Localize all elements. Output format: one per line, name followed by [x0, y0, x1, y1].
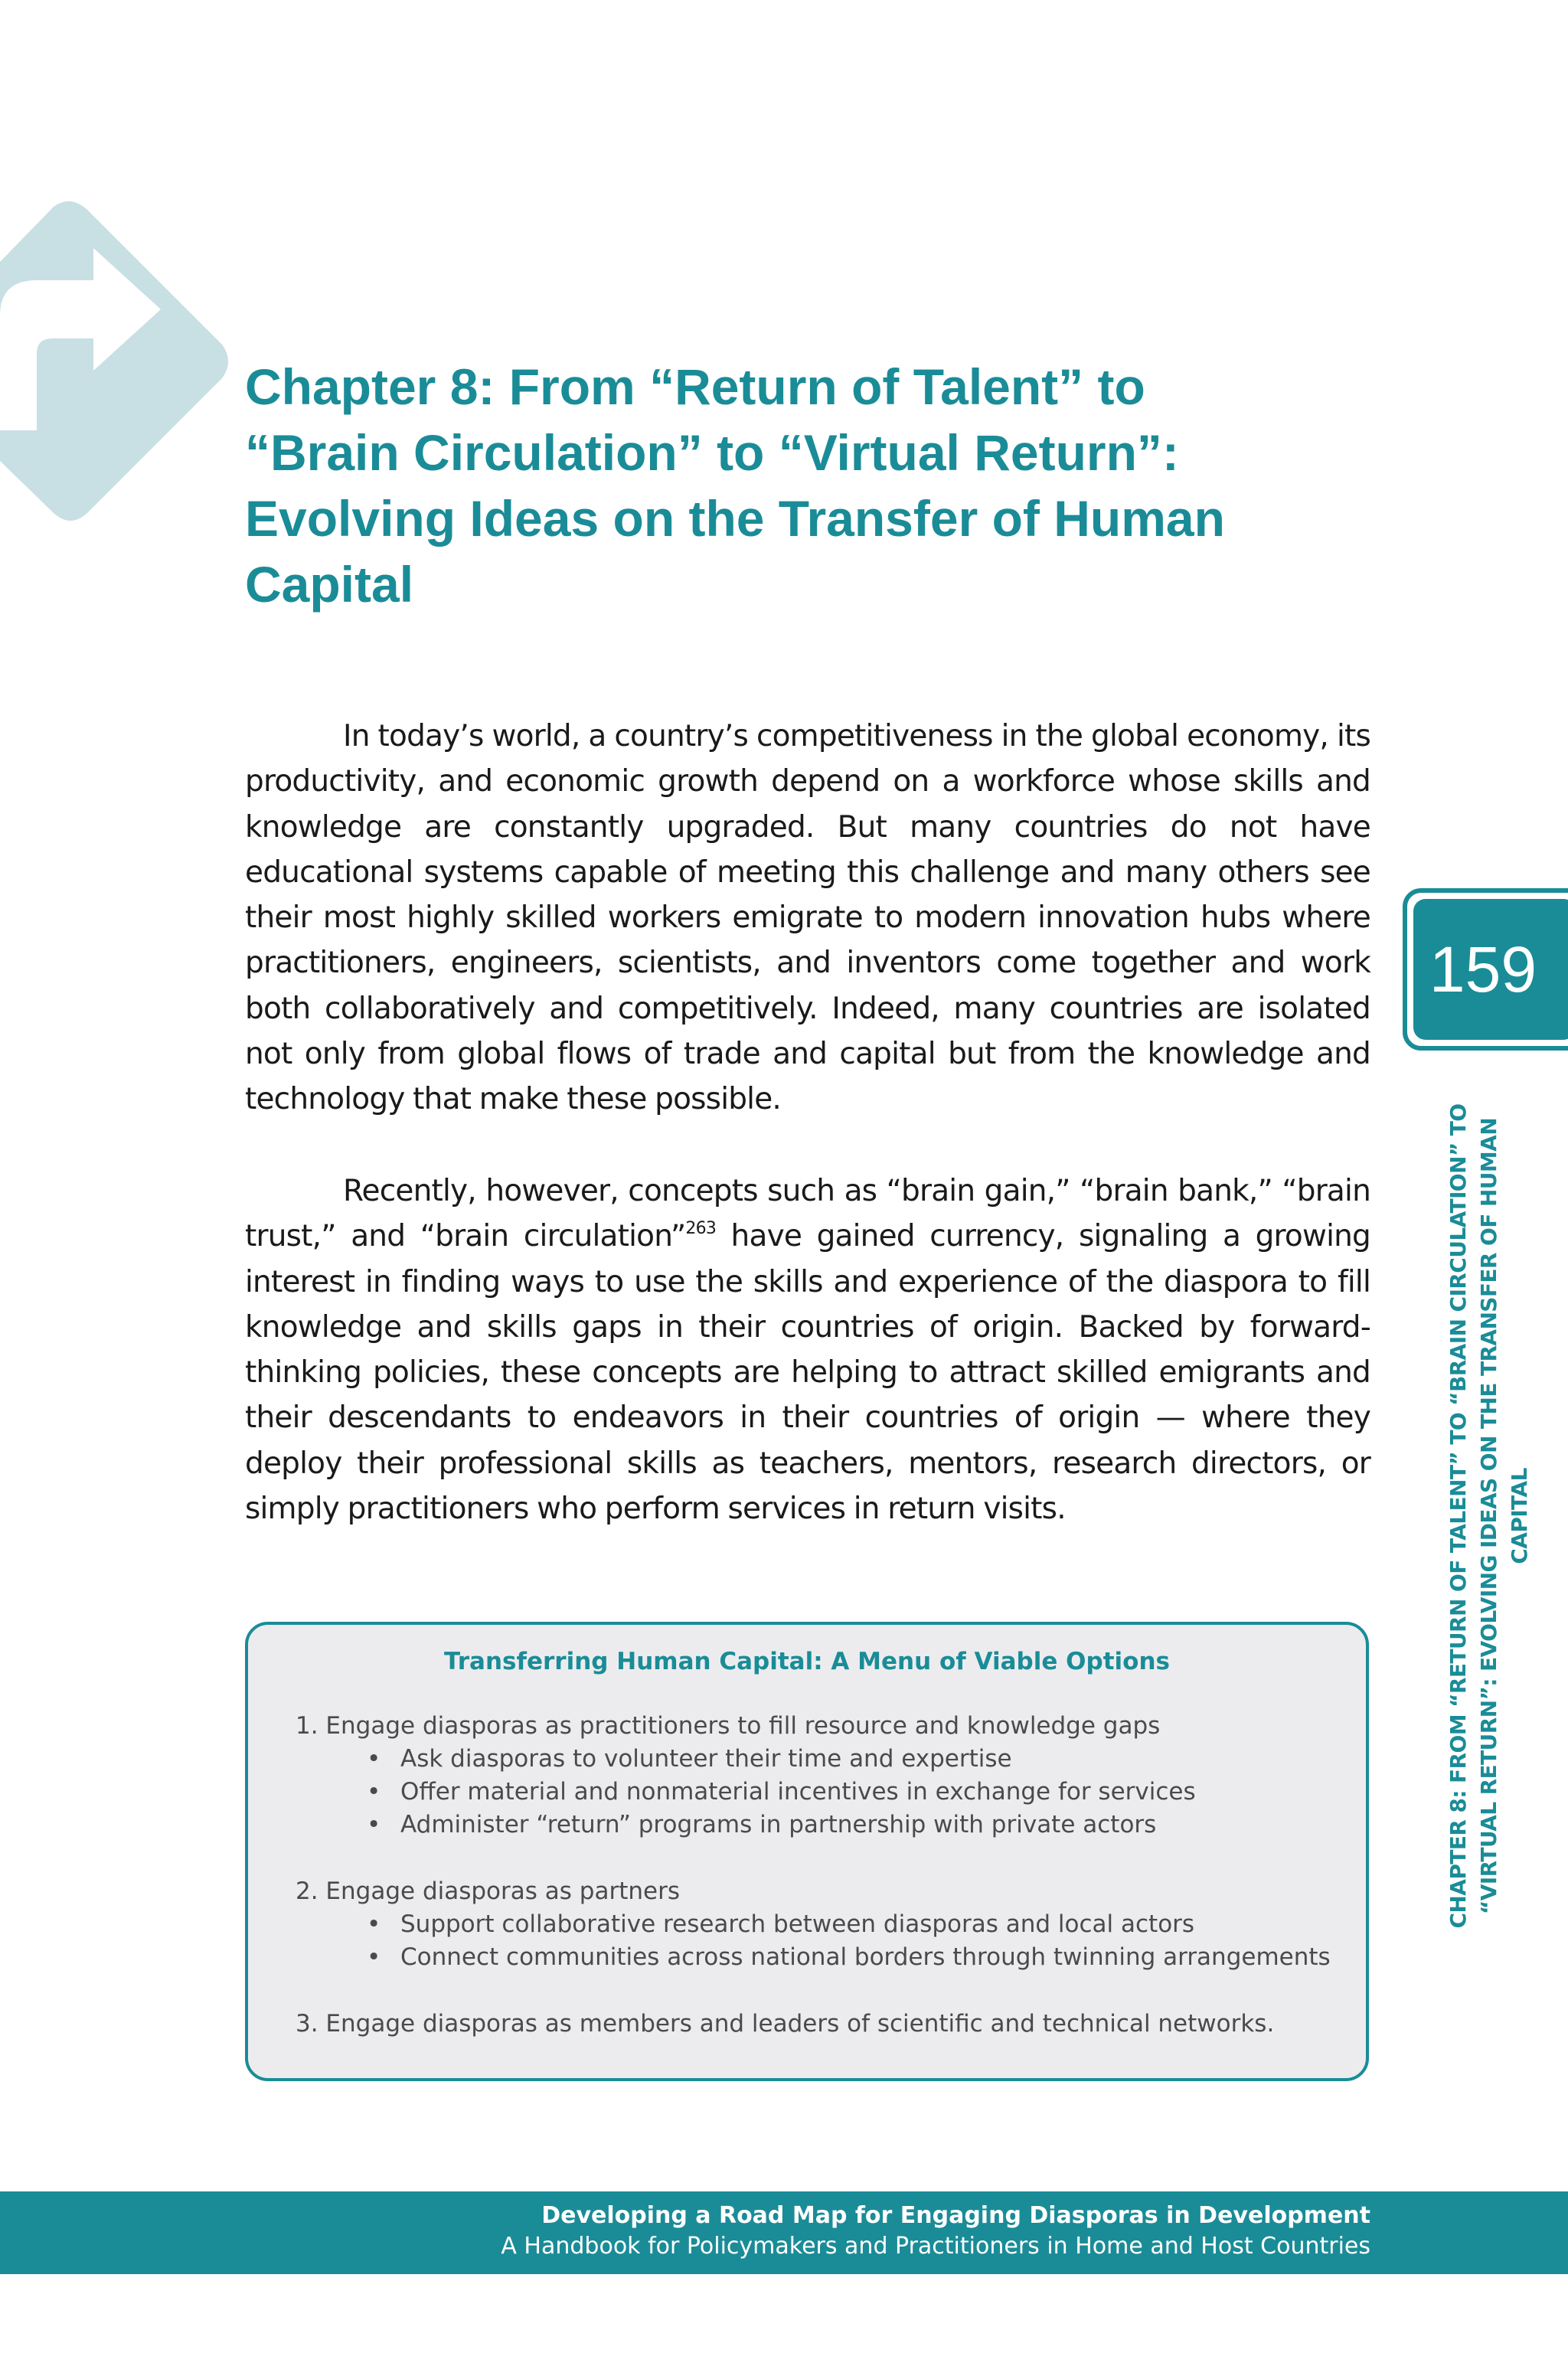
running-head — [1397, 1072, 1568, 1960]
menu-item-2: 2. Engage diasporas as partners — [296, 1877, 680, 1905]
footer-bar — [0, 2191, 1568, 2274]
bullet-icon: • — [367, 1811, 381, 1838]
bullet-text: Ask diasporas to volunteer their time and expertise — [400, 1745, 1012, 1773]
chapter-title-line: Chapter 8: From “Return of Talent” to — [245, 358, 1145, 415]
page-number: 159 — [1413, 899, 1568, 1040]
turn-right-arrow-sign-icon — [0, 201, 230, 522]
body-paragraph-1: In today’s world, a country’s competitiveness in the global economy, its productivity, and economic growth depend on a workforce whose skills and knowledge are constantly upgraded. But many countries do not have educational systems capable of meeting this challenge and many others see their most highly skilled workers emigrate to modern innovation hubs where practitioners, engineers, scientists, and inventors come together and work both collaboratively and competitively. Indeed, many countries are isolated not only from global flows of trade and capital but from the knowledge and technology that make these possible. — [245, 719, 1370, 1117]
bullet-icon: • — [367, 1778, 381, 1806]
menu-bullet — [367, 1910, 1194, 1938]
running-head-line: CHAPTER 8: FROM “RETURN OF TALENT” TO “BRAIN CIRCULATION” TO — [1446, 1103, 1471, 1929]
body-paragraph-2 — [245, 1168, 1370, 1531]
chapter-title — [245, 354, 1355, 617]
bullet-text: Administer “return” programs in partnership with private actors — [400, 1811, 1157, 1838]
menu-item-3: 3. Engage diasporas as members and leaders of scientific and technical networks. — [296, 2010, 1275, 2038]
bullet-icon: • — [367, 1943, 381, 1971]
paragraph-text: have gained currency, signaling a growing interest in finding ways to use the skills and experience of the diaspora to fill knowledge and skills gaps in their countries of origin. Backed by forward-thinking policies, these concepts are helping to attract skilled emigrants and their descendants to endeavors in their countries of origin — where they deploy their professional skills as teachers, mentors, research directors, or simply practitioners who perform services in return visits. — [245, 1219, 1370, 1527]
chapter-title-line: Capital — [245, 556, 414, 613]
chapter-title-line: Evolving Ideas on the Transfer of Human — [245, 490, 1225, 547]
menu-bullet — [367, 1745, 1012, 1773]
bullet-text: Support collaborative research between diasporas and local actors — [400, 1910, 1195, 1938]
footnote-reference[interactable]: 263 — [685, 1219, 717, 1239]
menu-bullet — [367, 1811, 1156, 1838]
bullet-text: Offer material and nonmaterial incentives in exchange for services — [400, 1778, 1196, 1806]
menu-bullet — [367, 1778, 1196, 1806]
paragraph-text: Recently, however, concepts such as “brain gain,” “brain bank,” “brain trust,” and “brain circulation” — [245, 1174, 1370, 1254]
bullet-text: Connect communities across national borders through twinning arrangements — [400, 1943, 1331, 1971]
footer-subtitle: A Handbook for Policymakers and Practitioners in Home and Host Countries — [501, 2233, 1370, 2260]
menu-box-title: Transferring Human Capital: A Menu of Viable Options — [444, 1648, 1170, 1675]
menu-item-1: 1. Engage diasporas as practitioners to fill resource and knowledge gaps — [296, 1712, 1161, 1740]
footer-title: Developing a Road Map for Engaging Diasporas in Development — [541, 2202, 1370, 2229]
running-head-line: “VIRTUAL RETURN”: EVOLVING IDEAS ON THE TRANSFER OF HUMAN CAPITAL — [1476, 1117, 1532, 1915]
options-menu-box — [245, 1622, 1369, 2081]
chapter-title-line: “Brain Circulation” to “Virtual Return”: — [245, 424, 1179, 481]
menu-bullet — [367, 1943, 1331, 1971]
bullet-icon: • — [367, 1910, 381, 1938]
page-number-tab — [1403, 888, 1568, 1051]
bullet-icon: • — [367, 1745, 381, 1773]
